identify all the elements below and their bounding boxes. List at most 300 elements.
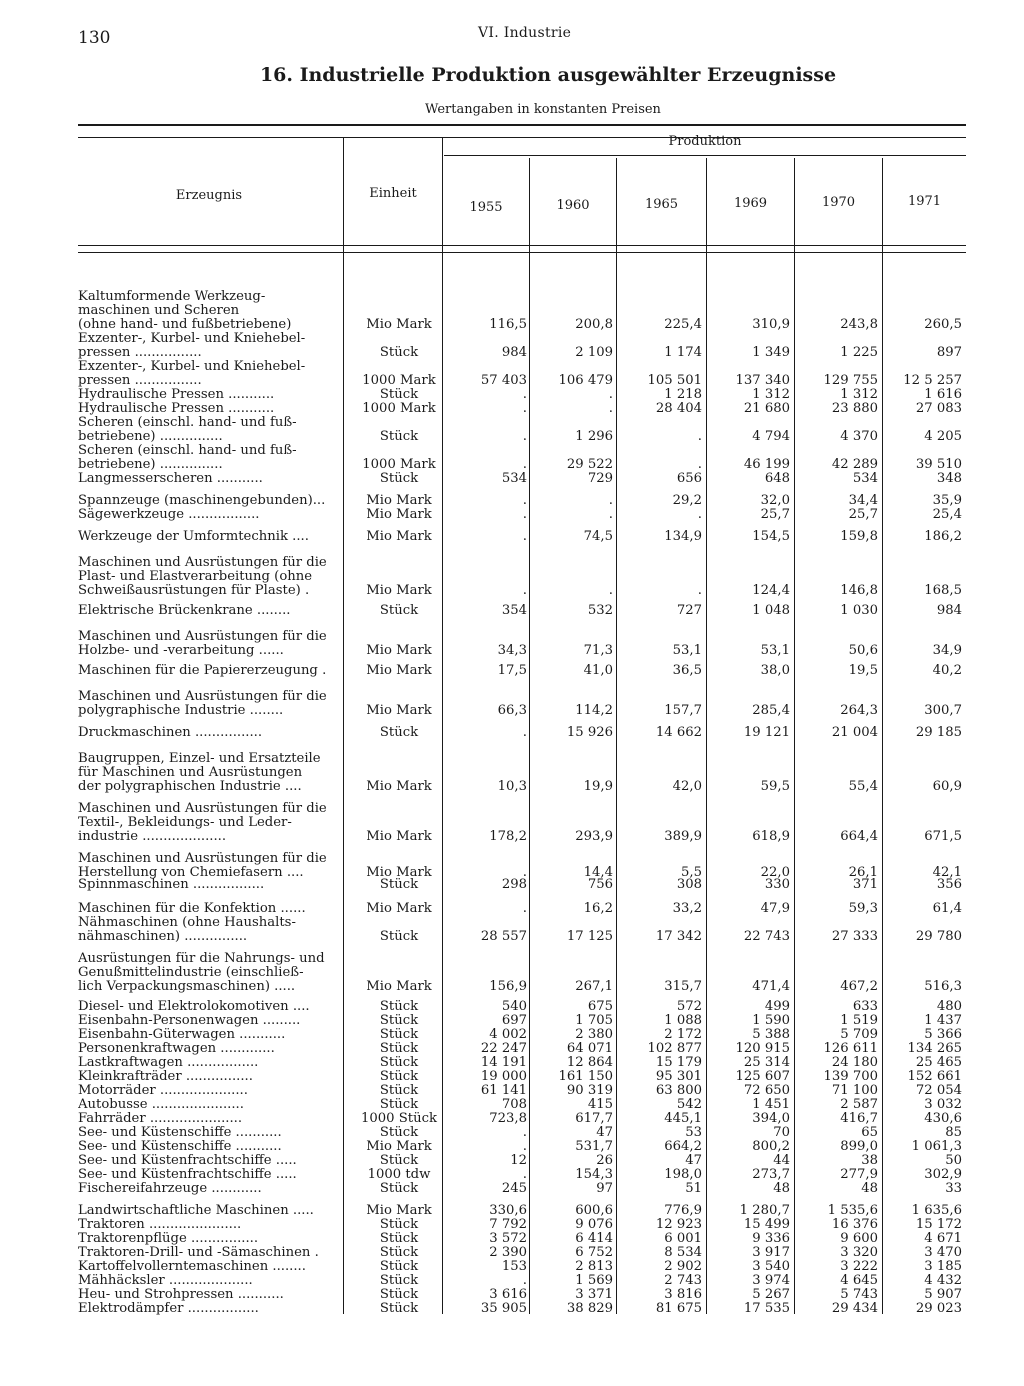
cell-value-1969: 25 314: [743, 1055, 790, 1070]
row-unit: Stück: [379, 387, 419, 402]
cell-value-1969: 471,4: [752, 979, 790, 994]
cell-value-1960: 267,1: [575, 979, 613, 994]
row-label-line: Plast- und Elastverarbeitung (ohne: [78, 570, 313, 584]
cell-value-1955: 19 000: [480, 1069, 527, 1084]
row-label-line: Genußmittelindustrie (einschließ-: [78, 966, 304, 980]
cell-value-1970: 25,7: [848, 507, 878, 522]
cell-value-1971: 60,9: [932, 779, 962, 794]
row-label-line: Nähmaschinen (ohne Haushalts-: [78, 916, 296, 930]
cell-value-1965: 95 301: [655, 1069, 702, 1084]
row-label: [78, 1168, 340, 1182]
cell-value-1965: 134,9: [664, 529, 702, 544]
row-label-line: Maschinen für die Papiererzeugung .: [78, 664, 327, 678]
header-erzeugnis: Erzeugnis: [175, 188, 243, 203]
cell-value-1970: 139 700: [823, 1069, 878, 1084]
cell-value-1965: .: [697, 507, 702, 522]
cell-value-1960: .: [608, 387, 613, 402]
cell-value-1960: 2 109: [575, 345, 613, 360]
cell-value-1971: 3 470: [924, 1245, 962, 1260]
row-unit: 1000 Mark: [362, 457, 436, 472]
cell-value-1955: 298: [501, 877, 527, 892]
cell-value-1965: 63 800: [655, 1083, 702, 1098]
header-year-1969: 1969: [733, 196, 768, 211]
row-label-line: Kleinkrafträder ................: [78, 1070, 253, 1084]
row-unit: Mio Mark: [366, 901, 432, 916]
cell-value-1971: 33: [945, 1181, 962, 1196]
cell-value-1971: 356: [936, 877, 962, 892]
row-unit: Stück: [379, 1027, 419, 1042]
row-label: [78, 604, 340, 618]
row-label-line: Spannzeuge (maschinengebunden)...: [78, 494, 326, 508]
row-label-line: Maschinen und Ausrüstungen für die: [78, 630, 327, 644]
row-label: [78, 360, 340, 388]
cell-value-1969: 3 917: [752, 1245, 790, 1260]
cell-value-1970: 9 600: [840, 1231, 878, 1246]
cell-value-1965: 5,5: [681, 865, 702, 880]
cell-value-1960: .: [608, 401, 613, 416]
row-label-line: Hydraulische Pressen ...........: [78, 402, 275, 416]
cell-value-1970: 4 645: [840, 1273, 878, 1288]
row-label: [78, 332, 340, 360]
cell-value-1971: 480: [936, 999, 962, 1014]
cell-value-1960: 200,8: [575, 317, 613, 332]
cell-value-1960: 41,0: [583, 663, 613, 678]
cell-value-1960: 16,2: [583, 901, 613, 916]
row-label-line: Spinnmaschinen .................: [78, 878, 265, 892]
row-unit: Stück: [379, 1069, 419, 1084]
cell-value-1960: 154,3: [575, 1167, 613, 1182]
cell-value-1970: 16 376: [831, 1217, 878, 1232]
row-label: [78, 690, 340, 718]
cell-value-1955: .: [522, 429, 527, 444]
row-label-line: Maschinen und Ausrüstungen für die: [78, 802, 327, 816]
cell-value-1965: 15 179: [655, 1055, 702, 1070]
cell-value-1971: 300,7: [924, 703, 962, 718]
page-subtitle: Wertangaben in konstanten Preisen: [425, 102, 661, 117]
row-label-line: Fischereifahrzeuge ............: [78, 1182, 262, 1196]
row-label-line: betriebene) ...............: [78, 430, 223, 444]
row-label-line: Maschinen und Ausrüstungen für die: [78, 852, 327, 866]
cell-value-1965: 572: [676, 999, 702, 1014]
cell-value-1955: 3 572: [489, 1231, 527, 1246]
row-label: [78, 1028, 340, 1042]
cell-value-1970: 371: [852, 877, 878, 892]
cell-value-1965: 12 923: [655, 1217, 702, 1232]
cell-value-1971: 3 032: [924, 1097, 962, 1112]
row-label: [78, 416, 340, 444]
cell-value-1965: .: [697, 429, 702, 444]
cell-value-1965: 308: [676, 877, 702, 892]
cell-value-1971: 42,1: [932, 865, 962, 880]
row-unit: Stück: [379, 1055, 419, 1070]
cell-value-1970: 5 743: [840, 1287, 878, 1302]
cell-value-1960: 6 752: [575, 1245, 613, 1260]
cell-value-1965: 2 172: [664, 1027, 702, 1042]
row-label: [78, 1302, 340, 1316]
row-label: [78, 1260, 340, 1274]
cell-value-1955: 116,5: [489, 317, 527, 332]
row-label-line: industrie ....................: [78, 830, 227, 844]
row-label: [78, 1070, 340, 1084]
cell-value-1970: 264,3: [840, 703, 878, 718]
row-label-line: Heu- und Strohpressen ...........: [78, 1288, 284, 1302]
cell-value-1955: .: [522, 1273, 527, 1288]
cell-value-1960: 97: [596, 1181, 613, 1196]
row-unit: Stück: [379, 429, 419, 444]
cell-value-1960: 74,5: [583, 529, 613, 544]
row-unit: Stück: [379, 1153, 419, 1168]
cell-value-1955: 2 390: [489, 1245, 527, 1260]
cell-value-1965: 81 675: [655, 1301, 702, 1316]
cell-value-1955: 66,3: [497, 703, 527, 718]
cell-value-1955: 984: [501, 345, 527, 360]
row-label: [78, 556, 340, 598]
cell-value-1971: 897: [936, 345, 962, 360]
row-unit: Mio Mark: [366, 507, 432, 522]
cell-value-1970: 1 030: [840, 603, 878, 618]
row-unit: Stück: [379, 1125, 419, 1140]
cell-value-1965: 157,7: [664, 703, 702, 718]
row-unit: Stück: [379, 1097, 419, 1112]
row-label-line: Maschinen und Ausrüstungen für die: [78, 690, 327, 704]
cell-value-1970: 1 312: [840, 387, 878, 402]
cell-value-1955: 330,6: [489, 1203, 527, 1218]
cell-value-1965: 36,5: [672, 663, 702, 678]
cell-value-1970: 27 333: [831, 929, 878, 944]
row-unit: Stück: [379, 1231, 419, 1246]
cell-value-1955: 178,2: [489, 829, 527, 844]
row-unit: Mio Mark: [366, 779, 432, 794]
cell-value-1969: 154,5: [752, 529, 790, 544]
cell-value-1969: 3 540: [752, 1259, 790, 1274]
cell-value-1965: 1 088: [664, 1013, 702, 1028]
row-label: [78, 1112, 340, 1126]
row-unit: Mio Mark: [366, 583, 432, 598]
header-year-1960: 1960: [556, 198, 590, 213]
cell-value-1965: 445,1: [664, 1111, 702, 1126]
cell-value-1969: 273,7: [752, 1167, 790, 1182]
row-label: [78, 388, 340, 402]
cell-value-1955: 3 616: [489, 1287, 527, 1302]
cell-value-1965: 315,7: [664, 979, 702, 994]
row-label: [78, 1218, 340, 1232]
header-year-1965: 1965: [644, 197, 679, 212]
row-unit: Stück: [379, 1301, 419, 1316]
cell-value-1971: 27 083: [915, 401, 962, 416]
row-unit: Mio Mark: [366, 703, 432, 718]
row-label: [78, 494, 340, 508]
cell-value-1969: 21 680: [743, 401, 790, 416]
cell-value-1955: 540: [501, 999, 527, 1014]
row-label-line: maschinen und Scheren: [78, 304, 240, 318]
cell-value-1969: 125 607: [735, 1069, 790, 1084]
cell-value-1955: 17,5: [497, 663, 527, 678]
cell-value-1970: 3 222: [840, 1259, 878, 1274]
cell-value-1955: 697: [501, 1013, 527, 1028]
cell-value-1971: 25 465: [915, 1055, 962, 1070]
row-unit: Mio Mark: [366, 317, 432, 332]
row-unit: Mio Mark: [366, 829, 432, 844]
cell-value-1965: 389,9: [664, 829, 702, 844]
cell-value-1971: 15 172: [915, 1217, 962, 1232]
cell-value-1965: 102 877: [647, 1041, 702, 1056]
row-label: [78, 1140, 340, 1154]
row-label-line: Mähhäcksler ....................: [78, 1274, 253, 1288]
row-unit: Mio Mark: [366, 493, 432, 508]
row-label-line: Diesel- und Elektrolokomotiven ....: [78, 1000, 310, 1014]
row-label: [78, 1182, 340, 1196]
page-title: 16. Industrielle Produktion ausgewählter Erzeugnisse: [259, 64, 837, 86]
cell-value-1969: 1 048: [752, 603, 790, 618]
cell-value-1970: 4 370: [840, 429, 878, 444]
cell-value-1969: 618,9: [752, 829, 790, 844]
row-unit: Stück: [379, 929, 419, 944]
row-unit: Stück: [379, 1181, 419, 1196]
row-unit: Stück: [379, 877, 419, 892]
cell-value-1969: 1 312: [752, 387, 790, 402]
cell-value-1971: 5 907: [924, 1287, 962, 1302]
cell-value-1965: 51: [685, 1181, 702, 1196]
cell-value-1960: 532: [587, 603, 613, 618]
cell-value-1971: 186,2: [924, 529, 962, 544]
cell-value-1970: 1 225: [840, 345, 878, 360]
row-label-line: Werkzeuge der Umformtechnik ....: [78, 530, 309, 544]
header-year-1970: 1970: [821, 195, 856, 210]
row-unit: Stück: [379, 345, 419, 360]
cell-value-1960: 415: [587, 1097, 613, 1112]
cell-value-1965: 33,2: [672, 901, 702, 916]
cell-value-1955: .: [522, 1167, 527, 1182]
cell-value-1955: 354: [501, 603, 527, 618]
row-label: [78, 1246, 340, 1260]
cell-value-1969: 1 280,7: [739, 1203, 790, 1218]
cell-value-1971: 3 185: [924, 1259, 962, 1274]
cell-value-1955: .: [522, 1125, 527, 1140]
cell-value-1971: 302,9: [924, 1167, 962, 1182]
row-unit: Mio Mark: [366, 1139, 432, 1154]
cell-value-1955: .: [522, 401, 527, 416]
cell-value-1971: 348: [936, 471, 962, 486]
row-label-line: Lastkraftwagen .................: [78, 1056, 259, 1070]
row-label: [78, 1042, 340, 1056]
cell-value-1965: 47: [685, 1153, 702, 1168]
cell-value-1970: 42 289: [831, 457, 878, 472]
cell-value-1969: 124,4: [752, 583, 790, 598]
cell-value-1969: 25,7: [760, 507, 790, 522]
cell-value-1969: 44: [773, 1153, 790, 1168]
row-label-line: betriebene) ...............: [78, 458, 223, 472]
cell-value-1970: 38: [861, 1153, 878, 1168]
cell-value-1960: 2 380: [575, 1027, 613, 1042]
row-label-line: Traktoren-Drill- und -Sämaschinen .: [78, 1246, 319, 1260]
cell-value-1955: .: [522, 901, 527, 916]
cell-value-1960: 1 569: [575, 1273, 613, 1288]
row-label-line: Exzenter-, Kurbel- und Kniehebel-: [78, 360, 306, 374]
cell-value-1955: .: [522, 725, 527, 740]
row-label-line: Textil-, Bekleidungs- und Leder-: [78, 816, 292, 830]
row-label-line: Elektrische Brückenkrane ........: [78, 604, 291, 618]
cell-value-1965: 2 743: [664, 1273, 702, 1288]
row-label: [78, 290, 340, 332]
row-unit: Stück: [379, 1217, 419, 1232]
row-label: [78, 726, 340, 740]
row-unit: Mio Mark: [366, 979, 432, 994]
page-number: 130: [78, 28, 111, 48]
row-unit: Stück: [379, 1273, 419, 1288]
row-label: [78, 1098, 340, 1112]
cell-value-1970: 1 535,6: [827, 1203, 878, 1218]
cell-value-1970: 899,0: [840, 1139, 878, 1154]
row-label-line: pressen ................: [78, 374, 202, 388]
row-label: [78, 1274, 340, 1288]
row-label: [78, 1204, 340, 1218]
row-label-line: Exzenter-, Kurbel- und Kniehebel-: [78, 332, 306, 346]
row-unit: Stück: [379, 1013, 419, 1028]
cell-value-1955: .: [522, 1139, 527, 1154]
row-label: [78, 1154, 340, 1168]
cell-value-1971: 1 635,6: [911, 1203, 962, 1218]
cell-value-1955: 35 905: [480, 1301, 527, 1316]
cell-value-1955: 708: [501, 1097, 527, 1112]
cell-value-1965: 6 001: [664, 1231, 702, 1246]
cell-value-1969: 72 650: [743, 1083, 790, 1098]
cell-value-1965: 105 501: [647, 373, 702, 388]
cell-value-1970: 664,4: [840, 829, 878, 844]
cell-value-1955: 723,8: [489, 1111, 527, 1126]
row-label-line: (ohne hand- und fußbetriebene): [78, 318, 292, 332]
cell-value-1955: 14 191: [480, 1055, 527, 1070]
row-label-line: der polygraphischen Industrie ....: [78, 780, 302, 794]
cell-value-1971: 168,5: [924, 583, 962, 598]
cell-value-1969: 4 794: [752, 429, 790, 444]
cell-value-1955: 7 792: [489, 1217, 527, 1232]
row-label: [78, 530, 340, 544]
row-label: [78, 752, 340, 794]
cell-value-1955: 57 403: [480, 373, 527, 388]
cell-value-1960: 6 414: [575, 1231, 613, 1246]
cell-value-1970: 59,3: [848, 901, 878, 916]
row-label-line: polygraphische Industrie ........: [78, 704, 284, 718]
cell-value-1971: 35,9: [932, 493, 962, 508]
header-produktion: Produktion: [668, 134, 742, 149]
cell-value-1955: 28 557: [480, 929, 527, 944]
cell-value-1960: 161 150: [558, 1069, 613, 1084]
cell-value-1965: 14 662: [655, 725, 702, 740]
cell-value-1971: 29 023: [915, 1301, 962, 1316]
cell-value-1955: 22 247: [480, 1041, 527, 1056]
cell-value-1970: 633: [852, 999, 878, 1014]
cell-value-1970: 19,5: [848, 663, 878, 678]
cell-value-1955: .: [522, 457, 527, 472]
cell-value-1960: 9 076: [575, 1217, 613, 1232]
cell-value-1971: 61,4: [932, 901, 962, 916]
cell-value-1969: 1 349: [752, 345, 790, 360]
row-label: [78, 878, 340, 892]
cell-value-1970: 3 320: [840, 1245, 878, 1260]
cell-value-1960: 14,4: [583, 865, 613, 880]
row-label-line: See- und Küstenfrachtschiffe .....: [78, 1168, 297, 1182]
cell-value-1960: 90 319: [566, 1083, 613, 1098]
row-label-line: See- und Küstenfrachtschiffe .....: [78, 1154, 297, 1168]
row-unit: Stück: [379, 1083, 419, 1098]
cell-value-1971: 1 061,3: [911, 1139, 962, 1154]
cell-value-1969: 19 121: [743, 725, 790, 740]
row-label-line: Personenkraftwagen .............: [78, 1042, 275, 1056]
row-label-line: Autobusse ......................: [78, 1098, 244, 1112]
cell-value-1969: 38,0: [760, 663, 790, 678]
cell-value-1960: 71,3: [583, 643, 613, 658]
row-label-line: Herstellung von Chemiefasern ....: [78, 866, 304, 880]
cell-value-1955: 10,3: [497, 779, 527, 794]
cell-value-1960: 1 705: [575, 1013, 613, 1028]
cell-value-1969: 137 340: [735, 373, 790, 388]
row-label: [78, 630, 340, 658]
cell-value-1965: 28 404: [655, 401, 702, 416]
cell-value-1960: 26: [596, 1153, 613, 1168]
cell-value-1971: 1 437: [924, 1013, 962, 1028]
cell-value-1960: 756: [587, 877, 613, 892]
cell-value-1971: 260,5: [924, 317, 962, 332]
row-unit: 1000 Mark: [362, 373, 436, 388]
row-label: [78, 952, 340, 994]
row-label-line: Schweißausrüstungen für Plaste) .: [78, 584, 310, 598]
row-label-line: Hydraulische Pressen ...........: [78, 388, 275, 402]
row-label: [78, 402, 340, 416]
cell-value-1969: 17 535: [743, 1301, 790, 1316]
cell-value-1960: 12 864: [566, 1055, 613, 1070]
cell-value-1965: 3 816: [664, 1287, 702, 1302]
cell-value-1955: 4 002: [489, 1027, 527, 1042]
row-label-line: Scheren (einschl. hand- und fuß-: [78, 416, 297, 430]
section-header: VI. Industrie: [478, 25, 572, 41]
cell-value-1971: 34,9: [932, 643, 962, 658]
row-unit: Stück: [379, 1259, 419, 1274]
cell-value-1955: 34,3: [497, 643, 527, 658]
row-unit: Stück: [379, 603, 419, 618]
cell-value-1955: 12: [510, 1153, 527, 1168]
row-label-line: lich Verpackungsmaschinen) .....: [78, 980, 296, 994]
cell-value-1971: 72 054: [915, 1083, 962, 1098]
row-unit: Mio Mark: [366, 1203, 432, 1218]
row-label: [78, 1084, 340, 1098]
cell-value-1960: .: [608, 507, 613, 522]
cell-value-1965: 198,0: [664, 1167, 702, 1182]
header-year-1955: 1955: [469, 200, 503, 215]
cell-value-1969: 32,0: [760, 493, 790, 508]
cell-value-1955: 245: [501, 1181, 527, 1196]
cell-value-1969: 9 336: [752, 1231, 790, 1246]
cell-value-1971: 5 366: [924, 1027, 962, 1042]
cell-value-1970: 159,8: [840, 529, 878, 544]
cell-value-1971: 50: [945, 1153, 962, 1168]
cell-value-1970: 71 100: [831, 1083, 878, 1098]
cell-value-1969: 1 451: [752, 1097, 790, 1112]
cell-value-1971: 29 780: [915, 929, 962, 944]
cell-value-1971: 39 510: [915, 457, 962, 472]
row-label-line: Baugruppen, Einzel- und Ersatzteile: [78, 752, 321, 766]
cell-value-1955: .: [522, 507, 527, 522]
cell-value-1969: 70: [773, 1125, 790, 1140]
cell-value-1970: 55,4: [848, 779, 878, 794]
cell-value-1965: 225,4: [664, 317, 702, 332]
header-year-1971: 1971: [907, 194, 942, 209]
cell-value-1971: 984: [936, 603, 962, 618]
row-label-line: Ausrüstungen für die Nahrungs- und: [78, 952, 325, 966]
cell-value-1971: 152 661: [907, 1069, 962, 1084]
cell-value-1971: 671,5: [924, 829, 962, 844]
cell-value-1970: 24 180: [831, 1055, 878, 1070]
cell-value-1970: 467,2: [840, 979, 878, 994]
